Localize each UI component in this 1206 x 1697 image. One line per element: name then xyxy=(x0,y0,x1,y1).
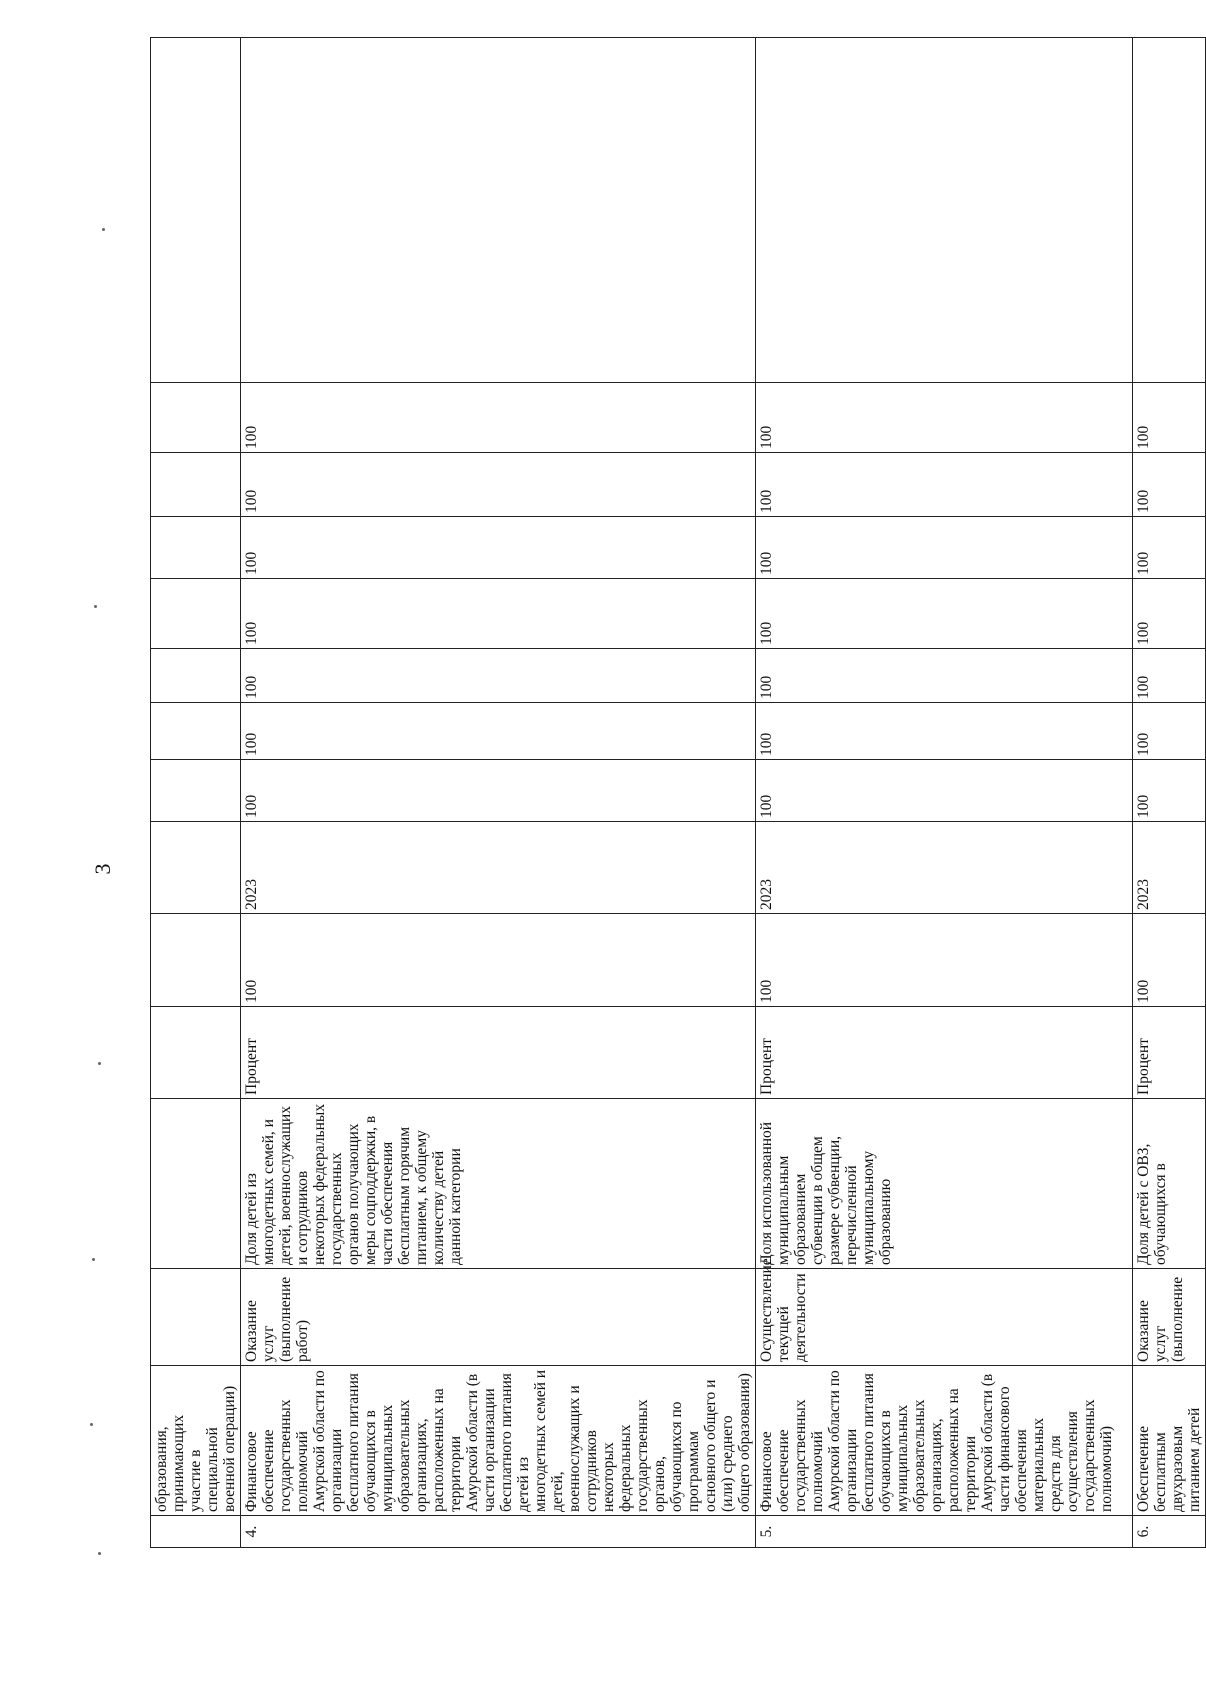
row-unit xyxy=(151,1007,241,1099)
row-base-year: 2023 xyxy=(1133,822,1206,914)
table-row xyxy=(1133,38,1206,1548)
row-value-3: 100 xyxy=(1133,649,1206,703)
row-base-value: 100 xyxy=(756,914,1133,1007)
row-type xyxy=(151,1269,241,1366)
row-value-1: 100 xyxy=(241,760,756,822)
row-value-4: 100 xyxy=(241,579,756,649)
row-event-name: Финансовое обеспечение государственных полномочий Амурской области по организации бесплатного питания обучающихся в муниципальных образовательных организациях, расположенных на территории Амурской области (в части организации бесплатного питания детей из многодетных семей и детей, военнослужащих и сотрудников некоторых федеральных государственных органов, обучающихся по программам основного общего и (или) среднего общего образования) xyxy=(241,1366,756,1516)
row-type: Оказание услуг (выполнение работ) xyxy=(241,1269,756,1366)
indicators-table xyxy=(150,37,1206,1548)
row-base-year: 2023 xyxy=(756,822,1133,914)
row-number: 4. xyxy=(241,1516,756,1548)
row-value-5 xyxy=(151,517,241,579)
row-unit: Процент xyxy=(241,1007,756,1099)
row-empty-tail xyxy=(241,38,756,383)
row-event-name: образования, принимающих участие в специальной военной операции) xyxy=(151,1366,241,1516)
scan-speck xyxy=(102,228,105,231)
row-value-2 xyxy=(151,703,241,760)
row-value-5: 100 xyxy=(1133,517,1206,579)
row-base-value: 100 xyxy=(241,914,756,1007)
row-base-value xyxy=(151,914,241,1007)
row-value-7: 100 xyxy=(756,383,1133,453)
row-base-year: 2023 xyxy=(241,822,756,914)
row-value-7: 100 xyxy=(241,383,756,453)
row-value-2: 100 xyxy=(756,703,1133,760)
row-number: 6. xyxy=(1133,1516,1206,1548)
row-number xyxy=(151,1516,241,1548)
row-empty-tail xyxy=(756,38,1133,383)
row-value-7: 100 xyxy=(1133,383,1206,453)
row-value-2: 100 xyxy=(1133,703,1206,760)
page-number: 3 xyxy=(90,863,115,875)
row-number: 5. xyxy=(756,1516,1133,1548)
row-type: Осуществление текущей деятельности xyxy=(756,1269,1133,1366)
row-event-name: Обеспечение бесплатным двухразовым питанием детей xyxy=(1133,1366,1206,1516)
row-value-1: 100 xyxy=(1133,760,1206,822)
scan-speck xyxy=(90,1423,93,1426)
row-value-7 xyxy=(151,383,241,453)
row-value-5: 100 xyxy=(756,517,1133,579)
row-value-3: 100 xyxy=(241,649,756,703)
table-row xyxy=(241,38,756,1548)
row-value-4: 100 xyxy=(1133,579,1206,649)
row-unit: Процент xyxy=(756,1007,1133,1099)
row-value-6: 100 xyxy=(1133,453,1206,517)
row-indicator xyxy=(151,1099,241,1269)
row-value-6 xyxy=(151,453,241,517)
row-value-4: 100 xyxy=(756,579,1133,649)
row-value-1: 100 xyxy=(756,760,1133,822)
scan-speck xyxy=(94,605,97,608)
row-indicator: Доля детей с ОВЗ, обучающихся в xyxy=(1133,1099,1206,1269)
row-indicator: Доля детей из многодетных семей, и детей, военнослужащих и сотрудников некоторых федеральных государственных органов получающих меры соцподдержки, в части обеспечения бесплатным горячим питанием, к общему количеству детей данной категории xyxy=(241,1099,756,1269)
row-indicator: Доля использованной муниципальным образованием субвенции в общем размере субвенции, перечисленной муниципальному образованию xyxy=(756,1099,1133,1269)
row-value-2: 100 xyxy=(241,703,756,760)
row-base-year xyxy=(151,822,241,914)
scan-speck xyxy=(92,1258,95,1261)
row-value-6: 100 xyxy=(241,453,756,517)
row-empty-tail xyxy=(151,38,241,383)
row-value-3: 100 xyxy=(756,649,1133,703)
scan-speck xyxy=(98,1062,101,1065)
row-value-6: 100 xyxy=(756,453,1133,517)
row-base-value: 100 xyxy=(1133,914,1206,1007)
row-event-name: Финансовое обеспечение государственных полномочий Амурской области по организации бесплатного питания обучающихся в муниципальных образовательных организациях, расположенных на территории Амурской области (в части финансового обеспечения материальных средств для осуществления государственных полномочий) xyxy=(756,1366,1133,1516)
row-empty-tail xyxy=(1133,38,1206,383)
table-row xyxy=(151,38,241,1548)
rotated-table-container xyxy=(150,138,1203,1548)
row-value-5: 100 xyxy=(241,517,756,579)
row-type: Оказание услуг (выполнение xyxy=(1133,1269,1206,1366)
row-value-3 xyxy=(151,649,241,703)
table-row xyxy=(756,38,1133,1548)
scan-speck xyxy=(98,1552,101,1555)
row-value-4 xyxy=(151,579,241,649)
row-unit: Процент xyxy=(1133,1007,1206,1099)
row-value-1 xyxy=(151,760,241,822)
